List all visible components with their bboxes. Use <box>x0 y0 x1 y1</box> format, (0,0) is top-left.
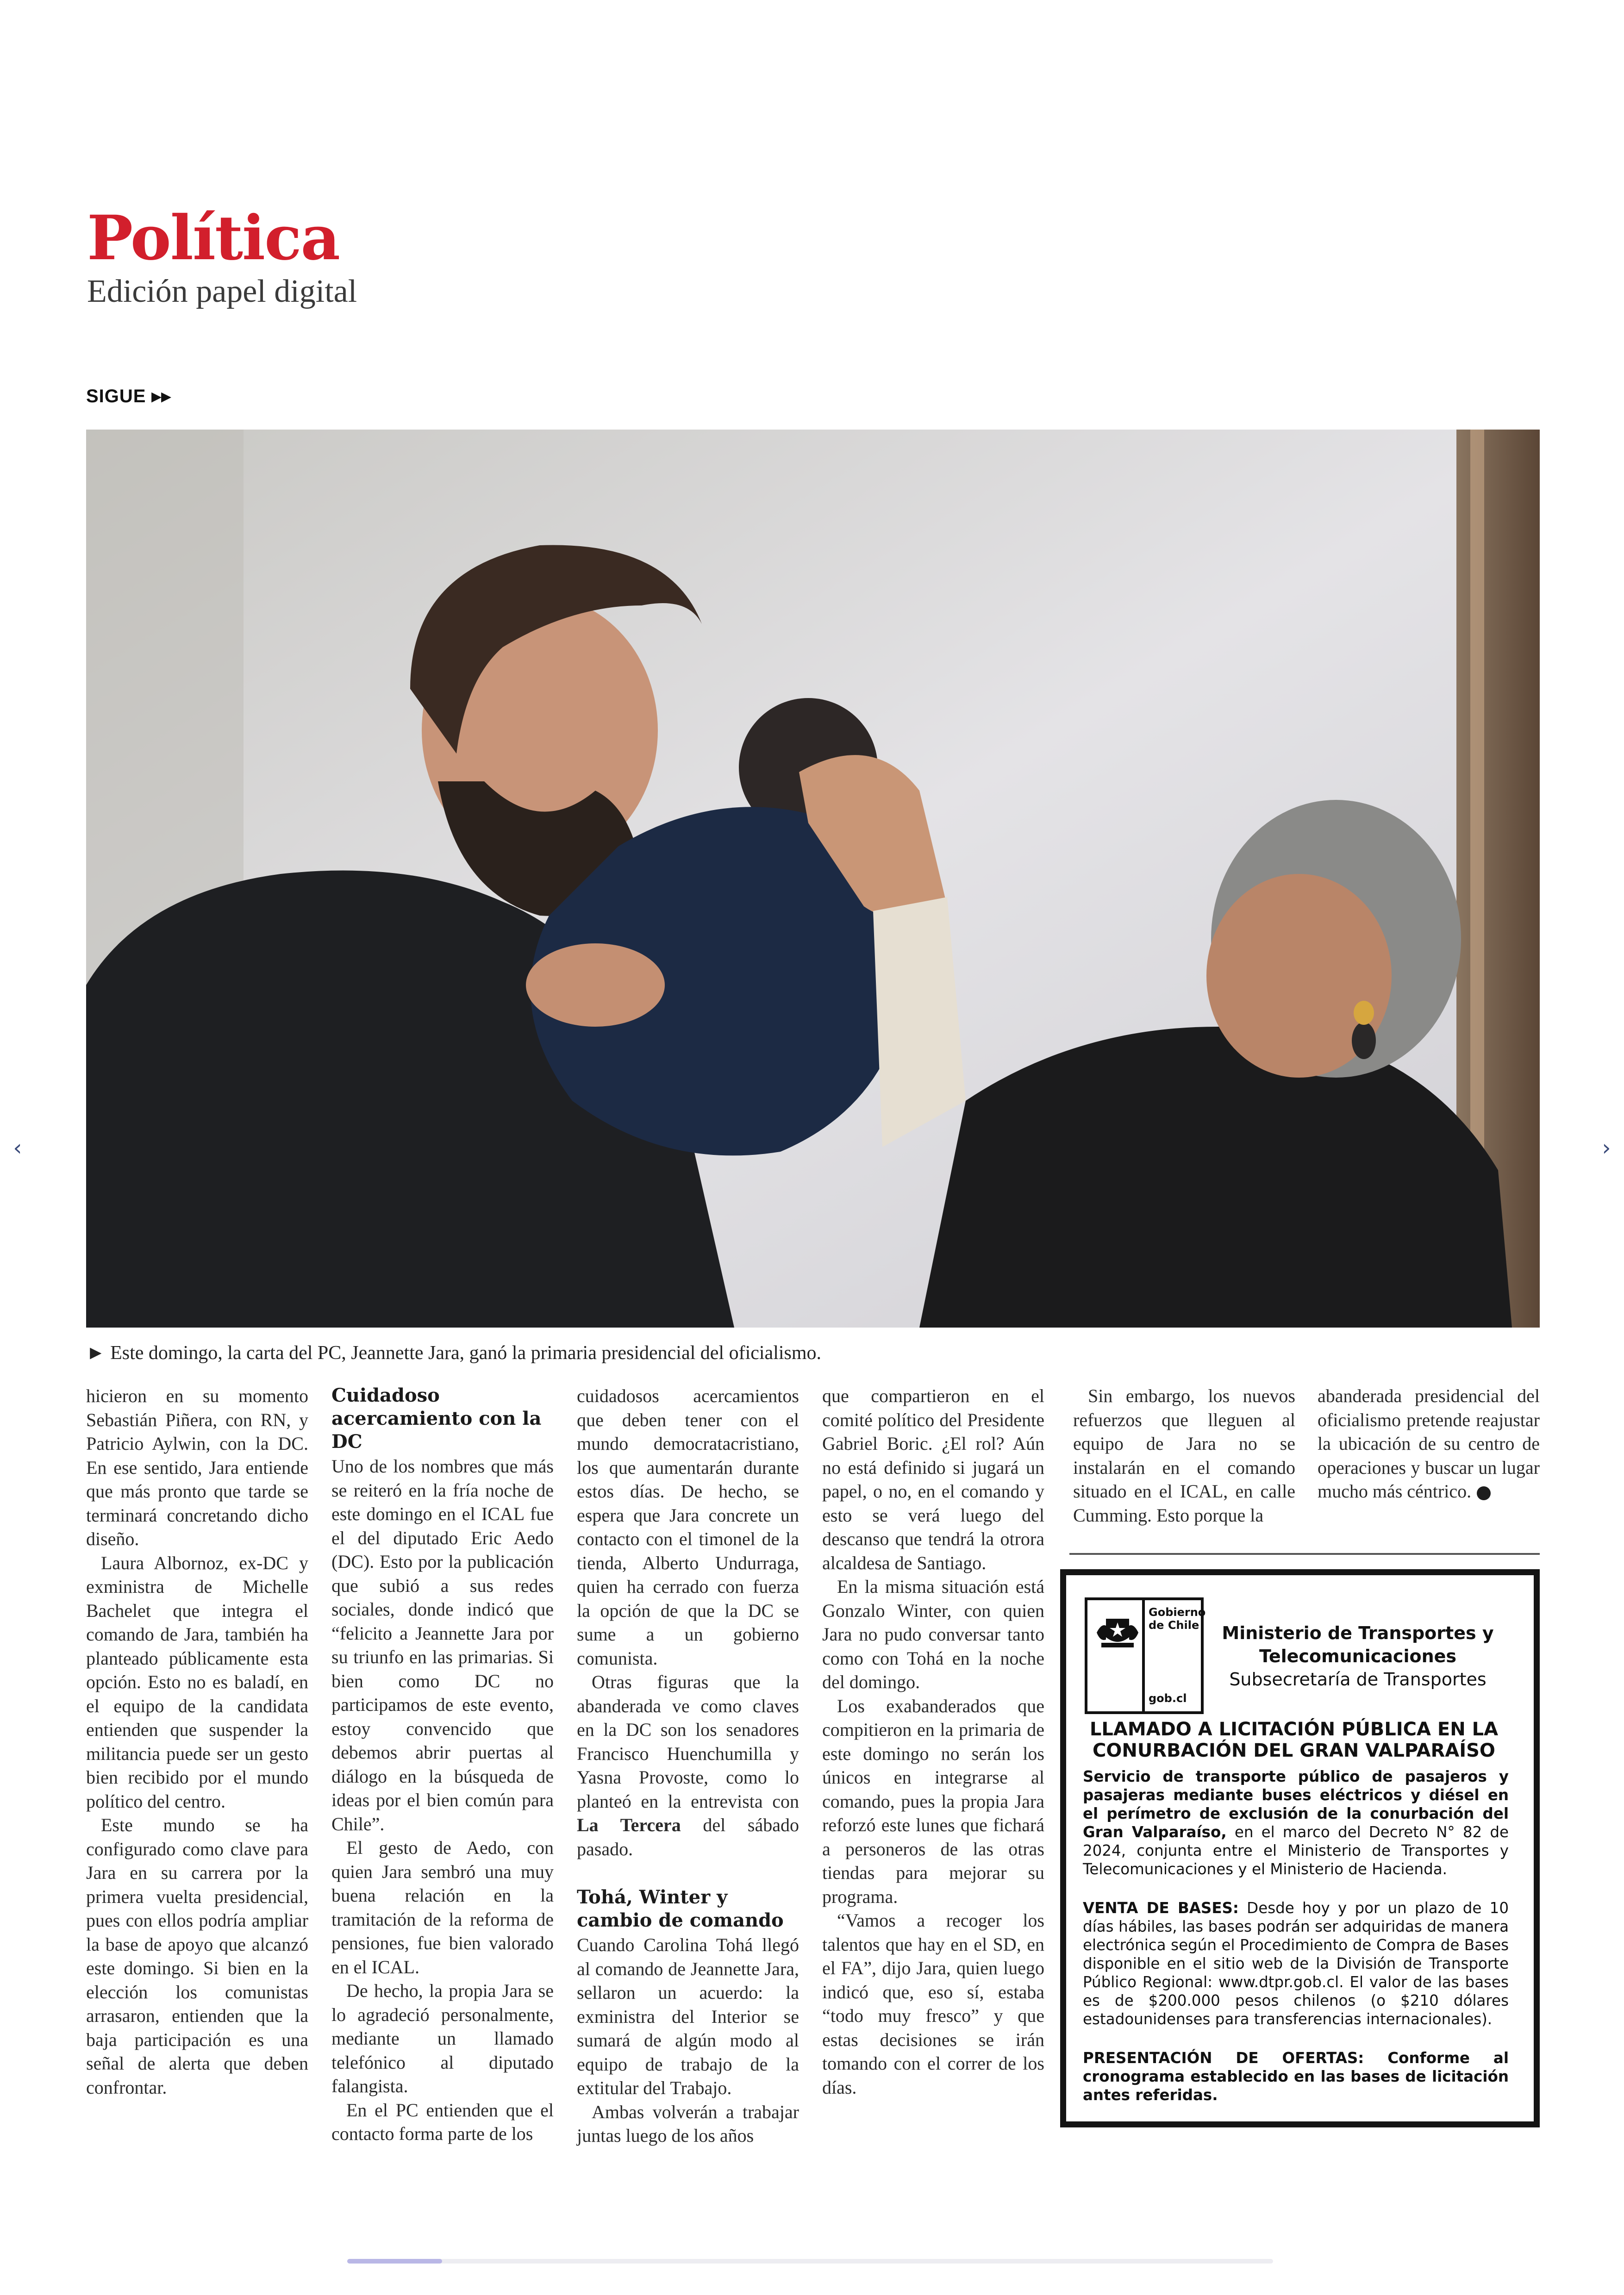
section-title: Política <box>87 202 340 274</box>
ad-service-bold: Servicio de transporte público de pasajeros y pasajeras mediante buses eléctricos y diésel en el perímetro de exclusión de la conurbación del Gran Valparaíso, <box>1083 1768 1509 1841</box>
logo-name: Gobierno de Chile <box>1149 1606 1206 1632</box>
chevron-right-icon: › <box>1602 1135 1611 1161</box>
paragraph: Este mundo se ha configurado como clave para Jara en su carrera por la primera vuelta presidencial, pues con ellos podría ampliar la base de apoyo que alcanzó este domingo. Si bien en la elección los comunistas arrasaron, entienden que la baja participación es una señal de alerta que deben confrontar. <box>86 1815 308 2098</box>
article-photo <box>86 430 1540 1328</box>
article-column-1 <box>86 1384 308 2099</box>
page-scrollbar-track[interactable] <box>347 2259 1273 2264</box>
ad-service-paragraph <box>1083 1767 1509 1878</box>
article-column-5 <box>1073 1384 1295 1527</box>
subheading: Cuidadoso acercamiento con la DC <box>331 1384 542 1453</box>
article-column-2 <box>331 1384 554 2146</box>
paragraph: “Vamos a recoger los talentos que hay en el SD, en el FA”, dijo Jara, quien luego indicó que, eso sí, estaba “todo muy fresco” y que estas decisiones se irán tomando con el correr de los días. <box>822 1910 1044 2098</box>
paragraph: Uno de los nombres que más se reiteró en la fría noche de este domingo en el ICAL fue el del diputado Eric Aedo (DC). Esto por la publicación que subió a sus redes sociales, donde indicó que “felicito a Jeannette Jara por su triunfo en las primarias. Si bien como DC no participamos de este evento, estoy convencido que debemos abrir puertas al diálogo en la búsqueda de ideas por el bien común para Chile”. <box>331 1456 554 1834</box>
end-of-article-mark <box>1477 1486 1491 1500</box>
ad-body <box>1083 1767 1509 2104</box>
ad-bases-text: Desde hoy y por un plazo de 10 días hábiles, las bases podrán ser adquiridas de manera electrónica según el Procedimiento de Compra de Bases disponible en el sitio web de la División de Transporte Público Regional: www.dtpr.gob.cl. El valor de las bases es de $200.000 pesos chilenos (o $210 dólares estadounidenses para transferencias internacionales). <box>1083 1899 1509 2028</box>
chevron-left-icon: ‹ <box>13 1135 22 1161</box>
paragraph: En el PC entienden que el contacto forma parte de los <box>331 2099 554 2144</box>
paragraph: Sin embargo, los nuevos refuerzos que lleguen al equipo de Jara no se instalarán en el comando situado en el ICAL, en calle Cumming. Esto porque la <box>1073 1385 1295 1526</box>
newspaper-name: La Tercera <box>577 1815 681 1835</box>
paragraph: Laura Albornoz, ex-DC y exministra de Michelle Bachelet que integra el comando de Jara, también ha planteado públicamente esta opción. Esto no es baladí, en el equipo de la candidata entienden que suspender la militancia puede ser un gesto bien recibido por el mundo político del centro. <box>86 1552 308 1812</box>
government-ad <box>1060 1569 1540 2127</box>
paragraph: Los exabanderados que compitieron en la primaria de este domingo no serán los únicos en integrarse al comando, pues la propia Jara reforzó este lunes que fichará a personeros de las otras tiendas para mejorar su programa. <box>822 1695 1044 1907</box>
article-column-3 <box>577 1384 799 2148</box>
article-column-6 <box>1318 1384 1540 1503</box>
paragraph <box>1318 1384 1540 1503</box>
ad-title: LLAMADO A LICITACIÓN PÚBLICA EN LA CONURBACIÓN DEL GRAN VALPARAÍSO <box>1089 1719 1499 1761</box>
ad-service-text: en el marco del Decreto N° 82 de 2024, conjunta entre el Ministerio de Transportes y Telecomunicaciones y el Ministerio de Hacienda. <box>1083 1823 1509 1878</box>
ad-ofertas-paragraph <box>1083 2049 1509 2104</box>
text-span: Otras figuras que la abanderada ve como claves en la DC son los senadores Francisco Huenchumilla y Yasna Provoste, como lo planteó en la entrevista con <box>577 1671 799 1812</box>
paragraph: El gesto de Aedo, con quien Jara sembró una muy buena relación en la tramitación de la reforma de pensiones, fue bien valorado en el ICAL. <box>331 1837 554 1977</box>
photo-illustration <box>86 430 1540 1328</box>
paragraph: hicieron en su momento Sebastián Piñera, con RN, y Patricio Aylwin, con la DC. En ese sentido, Jara entiende que más pronto que tarde se terminará concretando dicho diseño. <box>86 1385 308 1549</box>
paragraph: En la misma situación está Gonzalo Winter, con quien Jara no pudo conversar tanto como con Tohá en la noche del domingo. <box>822 1576 1044 1692</box>
text-span: del sábado pasado. <box>577 1815 799 1859</box>
logo-domain: gob.cl <box>1149 1692 1187 1705</box>
page-scrollbar-thumb[interactable] <box>347 2259 442 2264</box>
next-page-button[interactable] <box>1593 1134 1620 1162</box>
paragraph: cuidadosos acercamientos que deben tener con el mundo democratacristiano, los que aumentarán durante estos días. De hecho, se espera que Jara concrete un contacto con el timonel de la tienda, Alberto Undurraga, quien ha cerrado con fuerza la opción de que la DC se sume a un gobierno comunista. <box>577 1385 799 1669</box>
paragraph: Cuando Carolina Tohá llegó al comando de Jeannette Jara, sellaron un acuerdo: la exministra del Interior se sumará de algún modo al equipo de trabajo de la extitular del Trabajo. <box>577 1934 799 2098</box>
ministry-name: Ministerio de Transportes y Telecomunicaciones <box>1222 1623 1494 1666</box>
article-column-4 <box>822 1384 1044 2099</box>
chile-crest-icon <box>1092 1605 1143 1656</box>
ad-bases-paragraph <box>1083 1899 1509 2028</box>
ad-ofertas-text: PRESENTACIÓN DE OFERTAS: Conforme al cronograma establecido en las bases de licitación antes referidas. <box>1083 2049 1509 2104</box>
sigue-label: SIGUE ▸▸ <box>86 386 171 406</box>
text-span: abanderada presidencial del oficialismo pretende reajustar la ubicación de su centro de operaciones y buscar un lugar mucho más céntrico. <box>1318 1385 1540 1502</box>
edition-subtitle: Edición papel digital <box>87 274 357 309</box>
gobierno-de-chile-logo <box>1085 1597 1204 1714</box>
logo-divider <box>1142 1600 1145 1711</box>
column-divider <box>1069 1553 1540 1555</box>
paragraph: que compartieron en el comité político del Presidente Gabriel Boric. ¿El rol? Aún no está definido si jugará un papel, o no, en el comando y esto se verá luego del descanso que tendrá la otrora alcaldesa de Santiago. <box>822 1385 1044 1573</box>
paragraph: Ambas volverán a trabajar juntas luego de los años <box>577 2101 799 2146</box>
paragraph <box>577 1670 799 1861</box>
previous-page-button[interactable] <box>4 1134 31 1162</box>
photo-caption: ► Este domingo, la carta del PC, Jeannette Jara, ganó la primaria presidencial del oficialismo. <box>86 1342 822 1364</box>
subheading: Tohá, Winter y cambio de comando <box>577 1886 784 1931</box>
paragraph: De hecho, la propia Jara se lo agradeció personalmente, mediante un llamado telefónico al diputado falangista. <box>331 1980 554 2096</box>
subsecretaria-name: Subsecretaría de Transportes <box>1229 1669 1487 1690</box>
ad-bases-label: VENTA DE BASES: <box>1083 1899 1239 1917</box>
